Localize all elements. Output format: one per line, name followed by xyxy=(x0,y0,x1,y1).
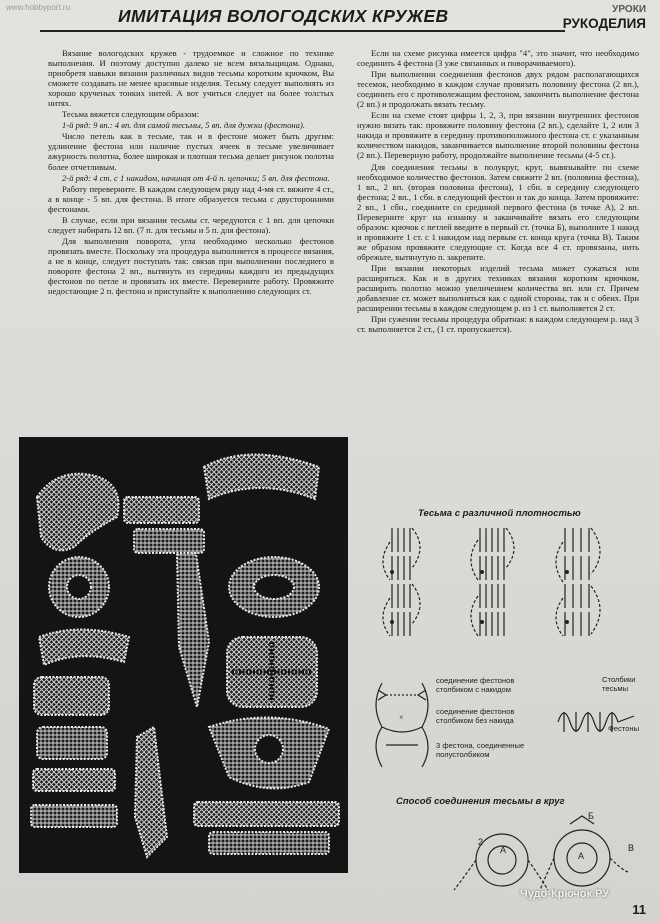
site-watermark: Чудо-Крючок.РУ xyxy=(520,888,610,900)
lace-photo-drawing xyxy=(19,437,348,873)
section-label xyxy=(563,3,646,31)
paragraph: При сужении тесьмы процедура обратная: в каждом следующем р. над 3 ст. выполняется 2 ст., (1 ст. пропускается). xyxy=(357,314,639,335)
label-tape-posts: Столбики тесьмы xyxy=(602,675,636,693)
paragraph: В случае, если при вязании тесьмы ст. чередуются с 1 вп. для цепочки следует набирать 12 вп. (7 п. для тесьмы и 5 п. для фестона). xyxy=(48,214,334,235)
point-v: В xyxy=(628,843,635,853)
paragraph: Для соединения тесьмы в полукруг, круг, вывязывайте по схеме необходимое количество фестонов. Затем свяжите 2 вп. (половина фестона), 1 вп., 2 вп. (вторая половина фестона), 1 сбн. в середину следующего фестона; 2 вп., 1 сбн. в следующий фестон и так до конца. Затем провяжите: 2 вп., 1 сбн., соедините со срединой первого фестона (в точке А), 2 вп. Переверните круг на изнанку и заканчивайте вязать его следующим образом: крючок с петлей введите в первый ст. (точка Б), выполните 1 накид и провяжите 1 ст. с 1 накидом над первым ст. конца круга (точка В). Таким же образом провяжите следующие ст. Когда все 4 ст. провязаны, нить обрежьте, вытянутую п. закрепите. xyxy=(357,161,639,262)
diagram-title-density: Тесьма с различной плотностью xyxy=(418,508,581,519)
diagram-title-circle: Способ соединения тесьмы в круг xyxy=(396,796,565,807)
tape-posts-diagram xyxy=(556,692,651,752)
label-festoons: Фестоны xyxy=(608,724,640,733)
number-2-left: 2 xyxy=(478,837,484,847)
density-tape-diagram xyxy=(372,522,642,670)
svg-text:×: × xyxy=(399,713,404,722)
paragraph: Работу переверните. В каждом следующем ряду над 4-мя ст. вяжите 4 ст., а в конце - 5 вп. для фестона. В итоге образуется тесьма с двусторонними фестонами. xyxy=(48,183,334,214)
paragraph: При выполнении соединения фестонов двух рядом располагающихся тесемок, необходимо в каждом случае провязать половину фестона (2 вп.), соединить его с противолежащим фестоном, закончить выполнение фестона (2 вп.) и продолжать вязать тесьму. xyxy=(357,69,639,110)
label-three-festoons: 3 фестона, соединенные полустолбиком xyxy=(436,741,525,759)
lace-samples-photo xyxy=(19,437,348,873)
paragraph: Если на схеме рисунка имеется цифра "4", это значит, что необходимо соединить 4 фестона (3 уже связанных и поворачиваемого). xyxy=(357,48,639,69)
festoon-join-diagram xyxy=(372,675,442,775)
section-label-bottom: РУКОДЕЛИЯ xyxy=(562,16,646,31)
page-number: 11 xyxy=(632,902,646,917)
header-rule xyxy=(40,30,565,32)
paragraph: При вязании некоторых изделий тесьма может сужаться или расширяться. Как и в других техниках вязания коротким крючком, расширить полотно можно увеличением количества вп. или ст. Причем добавление ст. может выполняться как с одной стороны, так и с обеих. При расширении тесьмы в каждом следующем р. из 1 ст. выполняется 2 ст. xyxy=(357,262,639,314)
paragraph: Число петель как в тесьме, так и в фестоне может быть другим: удлинение фестона или наличие пустых ячеек в тесьме увеличивает ажурность полотна, более широкая и плотная тесьма делает рисунок полотна более отчетливым. xyxy=(48,131,334,172)
top-watermark: www.hobbyport.ru xyxy=(6,3,71,12)
paragraph-row1: 1-й ряд: 9 вп.: 4 вп. для самой тесьмы, 5 вп. для дужки (фестона). xyxy=(62,120,305,131)
paragraph: Если на схеме стоят цифры 1, 2, 3, при вязании внутренних фестонов нужно вязать так: провяжите половину фестона (2 вп.), сделайте 1, 2 или 3 накида и провяжите в середину противоположного фестона ст. с указанным количеством накидов, заканчивается выполнение второй половины фестона (2 вп.). Переверную работу, продолжайте выполнение тесьмы (4-5 ст.). xyxy=(357,110,639,161)
point-b: Б xyxy=(588,811,594,821)
circle-join-diagram xyxy=(452,810,642,892)
left-text-column xyxy=(48,48,334,297)
article-title: ИМИТАЦИЯ ВОЛОГОДСКИХ КРУЖЕВ xyxy=(118,6,449,26)
section-label-top: УРОКИ xyxy=(612,4,646,15)
point-a-right: А xyxy=(578,851,585,861)
point-a-left: А xyxy=(500,845,507,855)
right-text-column xyxy=(357,48,639,335)
label-join-single-crochet: соединение фестонов столбиком без накида xyxy=(436,707,515,725)
label-join-double-crochet: соединение фестонов столбиком с накидом xyxy=(436,676,515,694)
paragraph: Тесьма вяжется следующим образом: xyxy=(62,109,200,120)
paragraph-row2: 2-й ряд: 4 ст. с 1 накидом, начиная от 4-й п. цепочки; 5 вп. для фестона. xyxy=(62,172,330,183)
paragraph: Для выполнения поворота, угла необходимо несколько фестонов провязать вместе. Поскольку эта процедура выполняется в процессе вязания, а не в конце, следует поступать так: связав при выполнении последнего в повороте фестона 2 вп., вытянуть из середины каждого из предыдущих фестонов по петле и провязать их вместе. Переверните работу. Провяжите недостающие 2 п. фестона и приступайте к выполнению следующих ст. xyxy=(48,235,334,297)
paragraph: Вязание вологодских кружев - трудоемкое и сложное по технике выполнения. И поэтому доступно далеко не всем вязальщицам. Однако, приобретя навыки вязания различных видов тесьмы коротким крючком, Вы сможете создавать не менее красивые изделия. Тесьму следует выполнять из хорошо крученых тонких нитей. А вот учиться следует на более толстых нитях. xyxy=(48,48,334,109)
